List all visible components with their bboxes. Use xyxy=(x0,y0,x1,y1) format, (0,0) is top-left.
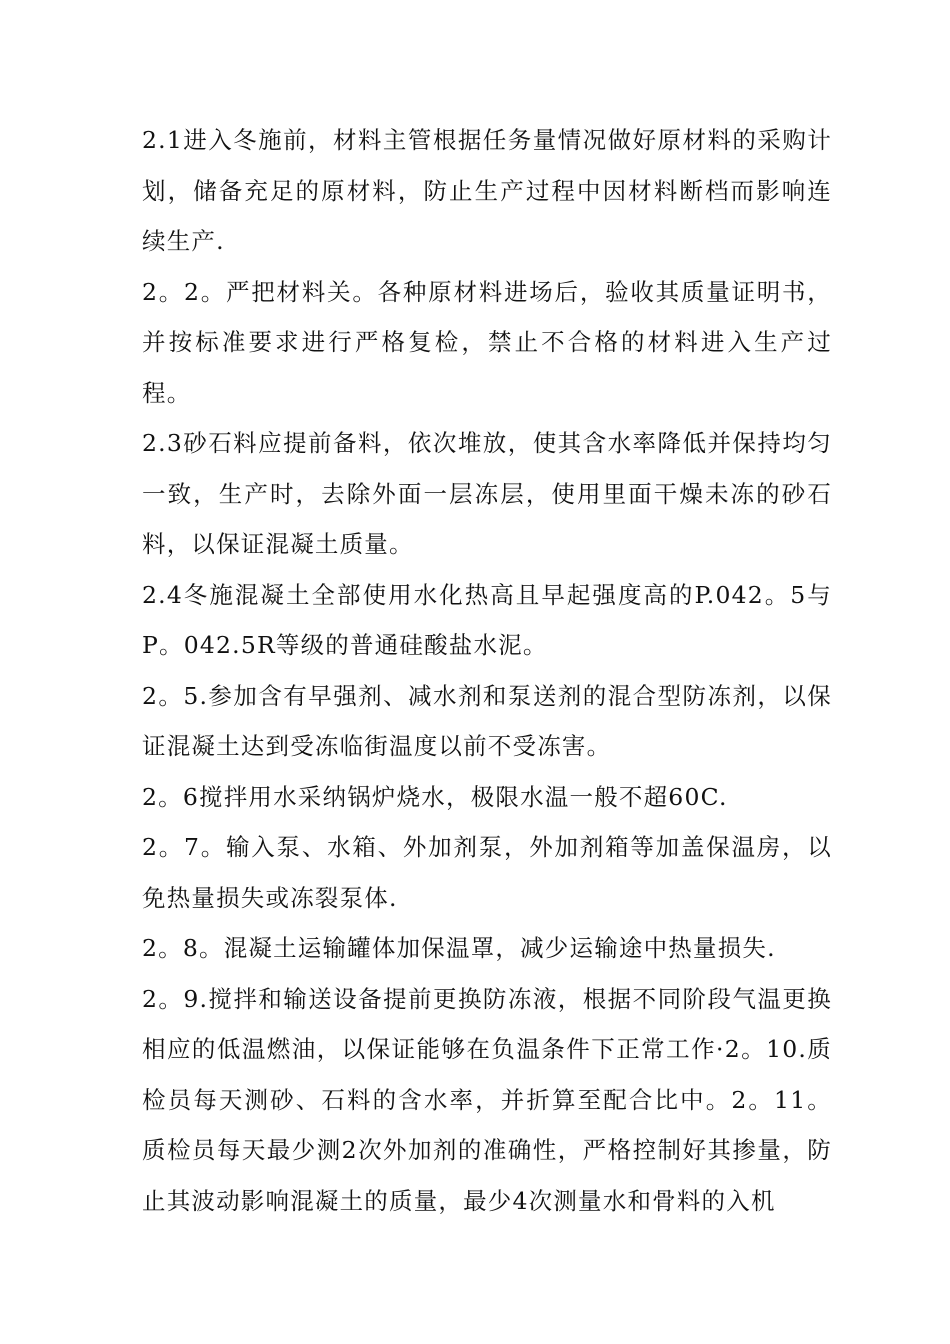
paragraph-2-4: 2.4冬施混凝土全部使用水化热高且早起强度高的P.042。5与P。042.5R等级的普通硅酸盐水泥。 xyxy=(142,580,832,659)
paragraph-2-5: 2。5.参加含有早强剂、减水剂和泵送剂的混合型防冻剂，以保证混凝土达到受冻临街温度以前不受冻害。 xyxy=(142,681,833,760)
paragraph-2-1: 2.1进入冬施前，材料主管根据任务量情况做好原材料的采购计划，储备充足的原材料，防止生产过程中因材料断档而影响连续生产. xyxy=(142,126,832,255)
document-body xyxy=(142,115,832,1226)
paragraph-2-9: 2。9.搅拌和输送设备提前更换防冻液，根据不同阶段气温更换相应的低温燃油，以保证能够在负温条件下正常工作·2。10.质检员每天测砂、石料的含水率，并折算至配合比中。2。11。质检员每天最少测2次外加剂的准确性，严格控制好其掺量，防止其波动影响混凝土的质量，最少4次测量水和骨料的入机 xyxy=(142,984,833,1215)
paragraph-2-3: 2.3砂石料应提前备料，依次堆放，使其含水率降低并保持均匀一致，生产时，去除外面一层冻层，使用里面干燥未冻的砂石料，以保证混凝土质量。 xyxy=(142,429,832,558)
paragraph-2-2: 2。2。严把材料关。各种原材料进场后，验收其质量证明书，并按标准要求进行严格复检，禁止不合格的材料进入生产过程。 xyxy=(142,277,832,407)
paragraph-2-7: 2。7。输入泵、水箱、外加剂泵，外加剂箱等加盖保温房，以免热量损失或冻裂泵体. xyxy=(142,833,832,912)
paragraph-2-8: 2。8。混凝土运输罐体加保温罩，减少运输途中热量损失. xyxy=(142,934,776,962)
paragraph-2-6: 2。6搅拌用水采纳锅炉烧水，极限水温一般不超60C. xyxy=(142,782,728,811)
